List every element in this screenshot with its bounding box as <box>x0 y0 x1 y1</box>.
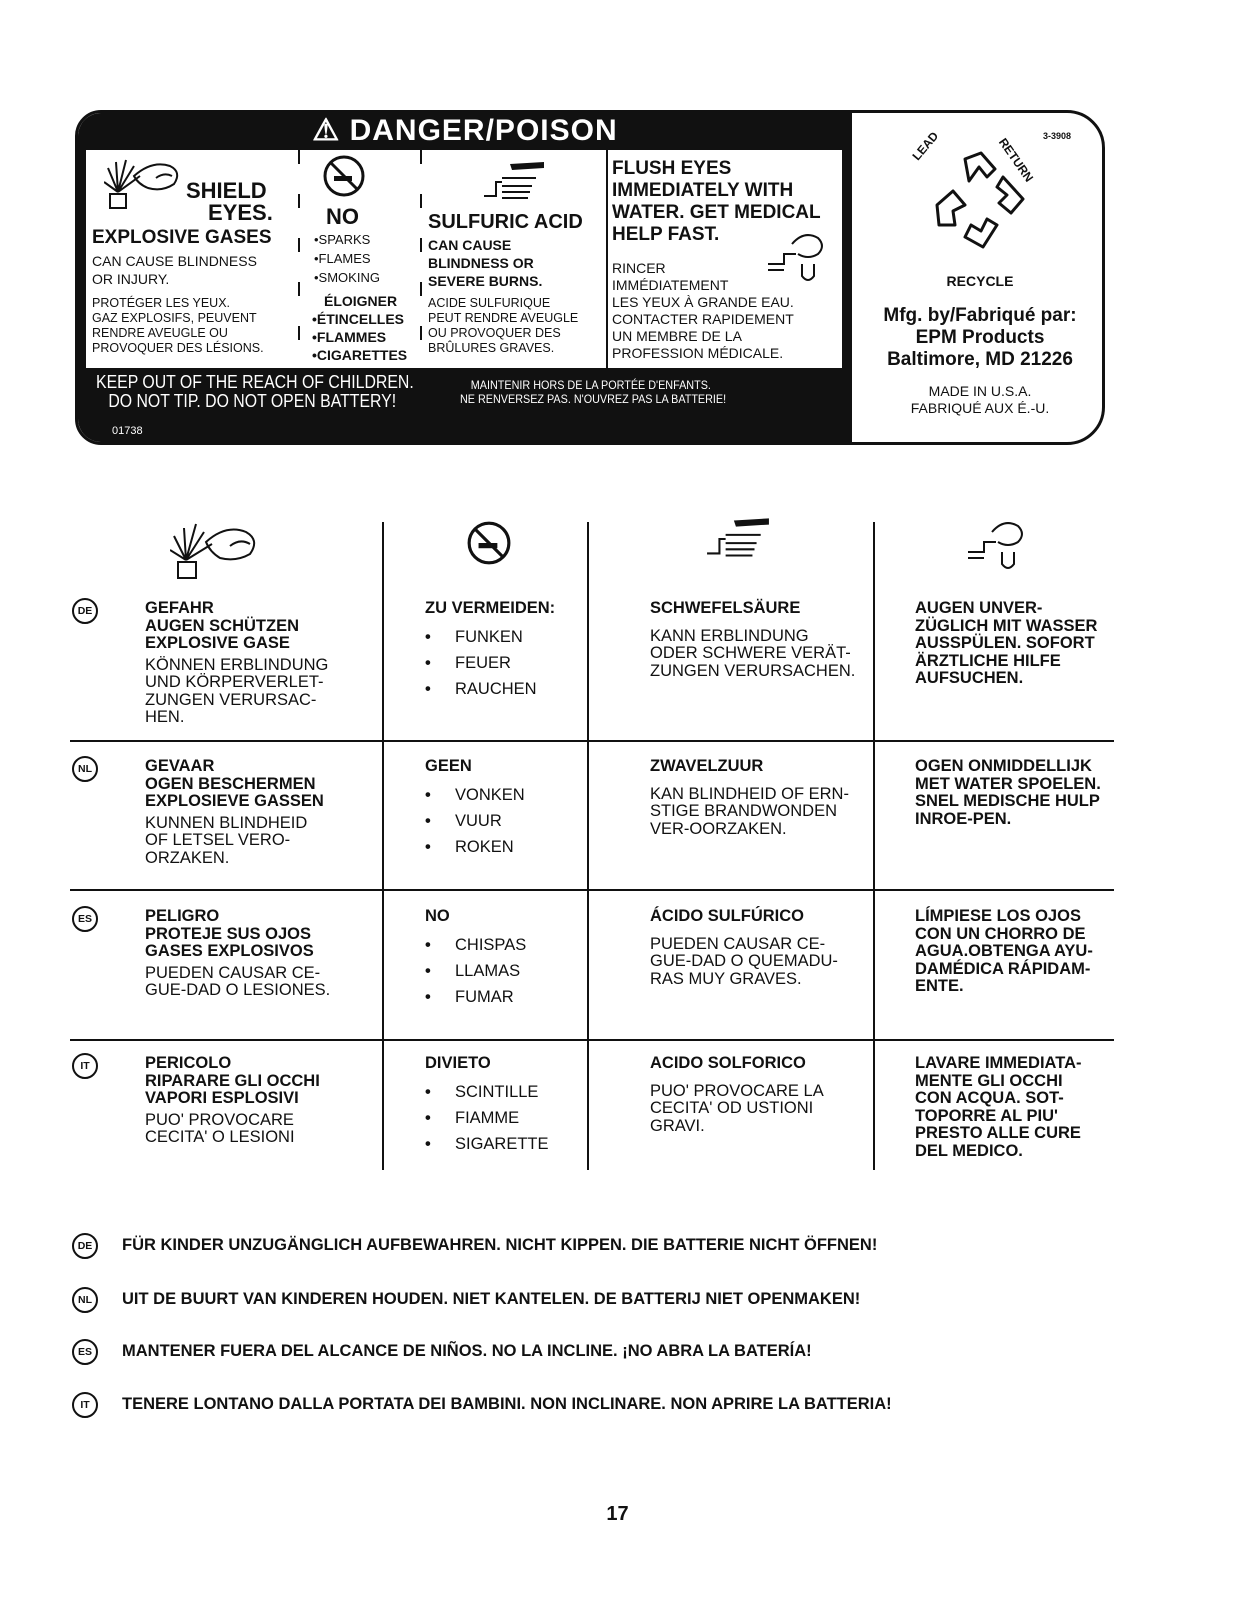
language-badge: NL <box>72 756 98 782</box>
note-line: RAS MUY GRAVES. <box>650 969 802 988</box>
list-item: • FUMAR <box>425 984 583 1010</box>
label-fr-text <box>428 296 578 356</box>
language-badge: IT <box>72 1053 98 1079</box>
divider <box>606 150 608 368</box>
first-aid-line: AUFSUCHEN. <box>915 669 1024 687</box>
label-code-top: 3-3908 <box>1043 131 1072 141</box>
warning-text: UIT DE BUURT VAN KINDEREN HOUDEN. NIET KANTELEN. DE BATTERIJ NIET OPENMAKEN! <box>122 1290 861 1308</box>
fr-line: ÉLOIGNER <box>324 293 398 309</box>
fr-line: RINCER <box>612 260 666 276</box>
note-line: GUE-DAD O LESIONES. <box>145 981 331 999</box>
table-row-divider <box>70 1039 1114 1041</box>
cell-first-aid <box>915 758 1115 828</box>
made-line: MADE IN U.S.A. <box>928 383 1032 399</box>
list-item: • RAUCHEN <box>425 676 583 702</box>
label-en-text <box>314 230 380 287</box>
label-fr-text <box>312 292 407 364</box>
no-smoking-icon <box>466 520 512 566</box>
note-line: CECITA' OD USTIONI <box>650 1099 814 1117</box>
note-line: KUNNEN BLINDHEID <box>145 813 308 832</box>
fr-line: NE RENVERSEZ PAS. N'OUVREZ PAS LA BATTERIE! <box>460 392 727 406</box>
recycle-panel <box>853 113 1105 445</box>
divider <box>298 150 300 368</box>
note-line: ORZAKEN. <box>145 848 230 867</box>
note-line: GRAVI. <box>650 1116 705 1135</box>
fr-line: •FLAMMES <box>312 329 387 345</box>
en-line: CAN CAUSE <box>428 237 512 253</box>
table-divider <box>873 522 875 1170</box>
acid-heading: SCHWEFELSÄURE <box>650 599 801 617</box>
hazard-heading: PELIGRO <box>145 907 220 925</box>
explosive-gases-heading: EXPLOSIVE GASES <box>92 227 272 248</box>
acid-hand-icon <box>705 516 771 562</box>
en-line: FLUSH EYES <box>612 158 732 179</box>
warning-text: TENERE LONTANO DALLA PORTATA DEI BAMBINI. NON INCLINARE. NON APRIRE LA BATTERIA! <box>122 1395 892 1413</box>
fr-line: ACIDE SULFURIQUE <box>428 296 551 310</box>
label-bottom-warning-en <box>96 373 414 411</box>
hazard-heading: PERICOLO <box>145 1054 232 1072</box>
note-line: KANN ERBLINDUNG <box>650 626 809 645</box>
label-title: ⚠ DANGER/POISON <box>312 114 618 147</box>
label-col-sulfuric-acid <box>426 150 602 368</box>
table-row-divider <box>70 740 1114 742</box>
made-in-block <box>853 383 1105 417</box>
fr-line: PEUT RENDRE AVEUGLE <box>428 311 579 325</box>
hazard-heading: AUGEN SCHÜTZEN <box>145 616 300 635</box>
en-line: IMMEDIATELY WITH <box>612 180 794 201</box>
fr-line: MAINTENIR HORS DE LA PORTÉE D'ENFANTS. <box>470 378 711 392</box>
cell-avoid <box>425 908 583 1010</box>
list-item: • SIGARETTE <box>425 1131 583 1157</box>
cell-first-aid <box>915 1055 1115 1160</box>
list-item: • LLAMAS <box>425 958 583 984</box>
hazard-heading: OGEN BESCHERMEN <box>145 774 316 793</box>
hazard-heading: GEVAAR <box>145 757 215 775</box>
first-aid-line: AUGEN UNVER- <box>915 599 1043 617</box>
fr-line: PROTÉGER LES YEUX. <box>92 296 231 310</box>
first-aid-line: AGUA.OBTENGA AYU- <box>915 942 1093 960</box>
cell-hazard <box>145 600 377 727</box>
first-aid-line: PRESTO ALLE CURE <box>915 1124 1081 1142</box>
shield-label: SHIELD <box>186 178 267 203</box>
label-en-text <box>428 236 542 290</box>
acid-note <box>650 1083 872 1136</box>
cell-first-aid <box>915 908 1115 996</box>
page-number: 17 <box>606 1503 629 1525</box>
danger-label <box>75 110 1105 445</box>
first-aid-line: MET WATER SPOELEN. <box>915 774 1101 793</box>
list-item: • CHISPAS <box>425 932 583 958</box>
hazard-heading: EXPLOSIVE GASE <box>145 634 290 652</box>
fr-line: LES YEUX À GRANDE EAU. <box>612 294 794 310</box>
mfg-line: Mfg. by/Fabriqué par: <box>883 305 1077 326</box>
recycle-icon <box>925 147 1035 257</box>
avoid-heading: NO <box>425 907 450 925</box>
explosion-goggles-icon <box>170 520 262 582</box>
label-bottom-warning-fr <box>460 378 726 406</box>
return-text: RETURN <box>995 135 1037 185</box>
fr-line: GAZ EXPLOSIFS, PEUVENT <box>92 311 257 325</box>
company-name: EPM Products <box>915 327 1045 348</box>
fr-line: IMMÉDIATEMENT <box>612 277 729 293</box>
fr-line: •CIGARETTES <box>312 347 408 363</box>
label-en-text <box>92 252 257 288</box>
avoid-list <box>425 1079 583 1157</box>
hazard-heading: RIPARARE GLI OCCHI <box>145 1071 320 1090</box>
language-badge: ES <box>72 906 98 932</box>
cell-hazard <box>145 1055 377 1147</box>
note-line: KAN BLINDHEID OF ERN- <box>650 784 849 803</box>
list-item: • FEUER <box>425 650 583 676</box>
first-aid-line: DAMÉDICA RÁPIDAM- <box>915 959 1091 978</box>
acid-note <box>650 628 872 681</box>
cell-first-aid <box>915 600 1115 688</box>
company-city: Baltimore, MD 21226 <box>887 349 1073 370</box>
first-aid-line: CON UN CHORRO DE <box>915 924 1086 943</box>
en-line: CAN CAUSE BLINDNESS <box>92 253 257 269</box>
cell-acid <box>650 600 872 680</box>
fr-line: OU PROVOQUER DES <box>428 326 561 340</box>
fr-line: RENDRE AVEUGLE OU <box>92 326 228 340</box>
acid-heading: ACIDO SOLFORICO <box>650 1054 806 1072</box>
acid-heading: ÁCIDO SULFÚRICO <box>650 907 804 925</box>
warning-text: MANTENER FUERA DEL ALCANCE DE NIÑOS. NO LA INCLINE. ¡NO ABRA LA BATERÍA! <box>122 1342 812 1360</box>
avoid-heading: GEEN <box>425 757 472 775</box>
first-aid-line: TOPORRE AL PIU' <box>915 1106 1058 1125</box>
language-badge: NL <box>72 1287 98 1313</box>
en-line: •FLAMES <box>314 251 371 266</box>
manufacturer-block <box>853 305 1105 371</box>
fr-line: PROFESSION MÉDICALE. <box>612 345 784 361</box>
no-smoking-icon <box>322 154 366 198</box>
note-line: ZUNGEN VERURSACHEN. <box>650 661 856 680</box>
en-line: OR INJURY. <box>92 271 170 287</box>
note-line: HEN. <box>145 708 185 726</box>
list-item: • FIAMME <box>425 1105 583 1131</box>
note-line: GUE-DAD O QUEMADU- <box>650 952 838 970</box>
label-code: 01738 <box>112 425 143 437</box>
hazard-note <box>145 965 377 1000</box>
warning-text: FÜR KINDER UNZUGÄNGLICH AUFBEWAHREN. NICHT KIPPEN. DIE BATTERIE NICHT ÖFFNEN! <box>122 1236 878 1254</box>
note-line: STIGE BRANDWONDEN <box>650 802 838 820</box>
eye-wash-icon <box>962 518 1028 574</box>
list-item: • FUNKEN <box>425 624 583 650</box>
note-line: ZUNGEN VERURSAC- <box>145 690 317 709</box>
label-black-panel <box>78 113 852 445</box>
note-line: PUEDEN CAUSAR CE- <box>650 934 826 953</box>
note-line: PUEDEN CAUSAR CE- <box>145 963 321 982</box>
first-aid-line: AUSSPÜLEN. SOFORT <box>915 634 1095 652</box>
language-badge: ES <box>72 1339 98 1365</box>
note-line: PUO' PROVOCARE <box>145 1110 294 1129</box>
first-aid-line: ENTE. <box>915 977 964 995</box>
label-fr-text <box>92 296 264 356</box>
fr-line: BRÛLURES GRAVES. <box>428 341 555 355</box>
cell-acid <box>650 758 872 838</box>
sulfuric-acid-heading: SULFURIC ACID <box>428 211 583 233</box>
language-badge: DE <box>72 1233 98 1259</box>
hazard-heading: EXPLOSIEVE GASSEN <box>145 792 324 810</box>
first-aid-line: INROE-PEN. <box>915 809 1012 828</box>
note-line: ODER SCHWERE VERÄT- <box>650 644 851 662</box>
en-line: DO NOT TIP. DO NOT OPEN BATTERY! <box>108 391 397 411</box>
acid-heading: ZWAVELZUUR <box>650 757 764 775</box>
first-aid-line: MENTE GLI OCCHI <box>915 1071 1063 1090</box>
cell-avoid <box>425 1055 583 1157</box>
note-line: OF LETSEL VERO- <box>145 831 291 849</box>
first-aid-line: LAVARE IMMEDIATA- <box>915 1054 1082 1072</box>
fr-line: PROVOQUER DES LÉSIONS. <box>92 341 264 355</box>
table-divider <box>587 522 589 1170</box>
en-line: KEEP OUT OF THE REACH OF CHILDREN. <box>96 372 414 392</box>
list-item: • ROKEN <box>425 834 583 860</box>
hazard-heading: GASES EXPLOSIVOS <box>145 942 314 960</box>
en-line: •SMOKING <box>314 270 380 285</box>
label-warning-panel <box>86 150 842 368</box>
acid-note <box>650 936 872 989</box>
table-divider <box>382 522 384 1170</box>
first-aid-line: ZÜGLICH MIT WASSER <box>915 616 1098 635</box>
fr-line: •ÉTINCELLES <box>312 311 405 327</box>
cell-hazard <box>145 758 377 867</box>
hazard-heading: GEFAHR <box>145 599 214 617</box>
avoid-list <box>425 624 583 702</box>
fr-line: UN MEMBRE DE LA <box>612 328 742 344</box>
avoid-list <box>425 932 583 1010</box>
made-line: FABRIQUÉ AUX É.-U. <box>910 400 1050 416</box>
hazard-note <box>145 1112 377 1147</box>
hazard-heading: PROTEJE SUS OJOS <box>145 924 311 943</box>
language-badge: DE <box>72 598 98 624</box>
cell-acid <box>650 908 872 988</box>
list-item: • VONKEN <box>425 782 583 808</box>
first-aid-line: CON ACQUA. SOT- <box>915 1089 1064 1107</box>
first-aid-line: SNEL MEDISCHE HULP <box>915 792 1100 810</box>
recycle-label: RECYCLE <box>946 273 1014 289</box>
cell-avoid <box>425 758 583 860</box>
avoid-heading: ZU VERMEIDEN: <box>425 599 556 617</box>
label-col-no-flames <box>304 150 416 368</box>
first-aid-line: LÍMPIESE LOS OJOS <box>915 907 1081 925</box>
cell-acid <box>650 1055 872 1135</box>
no-heading: NO <box>326 204 359 229</box>
en-line: WATER. GET MEDICAL <box>612 202 821 223</box>
acid-hand-icon <box>482 160 546 204</box>
avoid-heading: DIVIETO <box>425 1054 491 1072</box>
eyes-label: EYES. <box>208 200 273 225</box>
cell-hazard <box>145 908 377 1000</box>
en-line: HELP FAST. <box>612 224 720 245</box>
language-badge: IT <box>72 1392 98 1418</box>
note-line: VER-OORZAKEN. <box>650 819 787 838</box>
table-row-divider <box>70 889 1114 891</box>
divider <box>420 150 422 368</box>
lead-text: LEAD <box>909 128 942 164</box>
acid-note <box>650 786 872 839</box>
first-aid-line: DEL MEDICO. <box>915 1141 1023 1160</box>
label-fr-text <box>612 260 794 362</box>
label-col-shield-eyes <box>90 150 294 368</box>
en-line: •SPARKS <box>314 232 371 247</box>
hazard-note <box>145 657 377 727</box>
en-line: SEVERE BURNS. <box>428 273 543 289</box>
fr-line: CONTACTER RAPIDEMENT <box>612 311 794 327</box>
note-line: CECITA' O LESIONI <box>145 1128 295 1146</box>
list-item: • VUUR <box>425 808 583 834</box>
note-line: KÖNNEN ERBLINDUNG <box>145 655 329 674</box>
label-col-flush-eyes <box>612 150 840 368</box>
explosion-goggles-icon <box>104 154 184 212</box>
list-item: • SCINTILLE <box>425 1079 583 1105</box>
en-line: BLINDNESS OR <box>428 255 534 271</box>
first-aid-line: ÄRZTLICHE HILFE <box>915 651 1061 670</box>
note-line: PUO' PROVOCARE LA <box>650 1081 824 1100</box>
hazard-note <box>145 815 377 868</box>
hazard-heading: VAPORI ESPLOSIVI <box>145 1089 299 1107</box>
cell-avoid <box>425 600 583 702</box>
avoid-list <box>425 782 583 860</box>
first-aid-line: OGEN ONMIDDELLIJK <box>915 757 1092 775</box>
note-line: UND KÖRPERVERLET- <box>145 673 324 691</box>
